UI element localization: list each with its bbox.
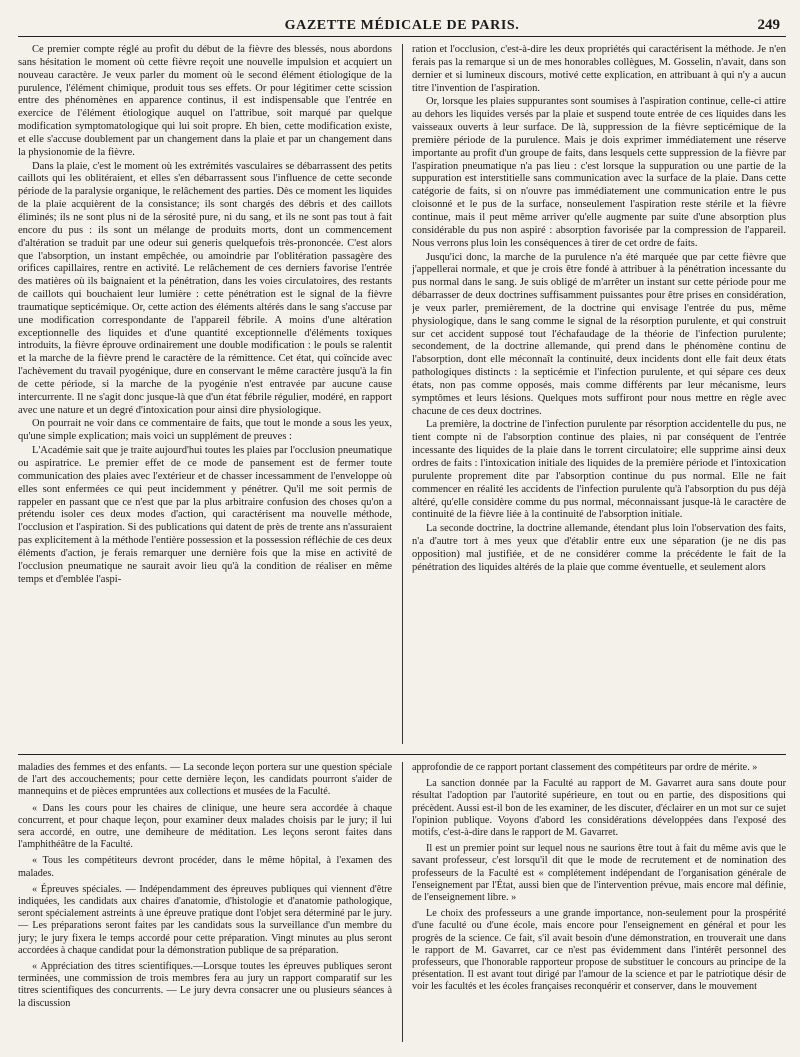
paragraph: Il est un premier point sur lequel nous ne saurions être tout à fait du même avis que le savant professeur, c'est lorsqu'il dit que le mode de recrutement et de nomination des professeurs de la Faculté est « complétement indépendant de l'organisation générale de l'enseignement par l'État, aussi bien que de l'intervention prévue, mais encore mal définie, de l'enseignement libre. » [412, 843, 786, 904]
paragraph: « Épreuves spéciales. — Indépendamment des épreuves publiques qui viennent d'être indiquées, les candidats aux chaires d'anatomie, d'histologie et d'anatomie pathologique, seront spécialement astreints à une épreuve pratique dont l'objet sera déterminé par le jury. — Les préparations seront faites par les candidats sous la surveillance d'un membre du jury; le jury fixera le temps accordé pour cette préparation. Vingt minutes au plus seront accordées à chaque candidat pour la démonstration publique de sa préparation. [18, 883, 392, 956]
paragraph: Jusqu'ici donc, la marche de la purulence n'a été marquée que par cette fièvre que j'appellerai normale, et que je crois être fondé à attribuer à la pénétration incessante du pus normal dans le sang. Je suis obligé de m'arrêter un instant sur cette période pour me débarrasser de deux doctrines suffisamment puissantes pour être prises en considération, je veux parler, premièrement, de la doctrine qui envisage l'entrée du pus, même physiologique, dans le sang comme le signal de la résorption purulente, et qui construit sur cet accident supposé tout l'échafaudage de la théorie de l'infection purulente; secondement, de la doctrine allemande, qui prend dans le phénomène continu de l'absorption, dont elle méconnaît la continuité, deux incidents dont elle fait deux états pathologiques distincts : la septicémie et l'infection purulente, et qui sépare ces deux états, non pas comme opposés, mais comme différents par leur mécanisme, leurs symptômes et leurs lésions. Quelques mots suffiront pour nous mettre en règle avec chacune de ces deux doctrines. [412, 251, 786, 417]
column-divider [402, 762, 403, 1042]
paragraph: La sanction donnée par la Faculté au rapport de M. Gavarret aura sans doute pour résultat l'adoption par l'autorité supérieure, en tout ou en partie, des dispositions qui précèdent. Aussi est-il bon de les examiner, de les discuter, d'éclairer en un mot sur ce sujet l'opinion publique. Voyons d'abord les considérations développées dans l'exposé des motifs, c'est-à-dire dans le rapport de M. Gavarret. [412, 778, 786, 839]
paragraph: « Tous les compétiteurs devront procéder, dans le même hôpital, à l'examen des malades. [18, 855, 392, 879]
paragraph: La première, la doctrine de l'infection purulente par résorption accidentelle du pus, ne tient compte ni de l'absorption continue des plaies, ni par conséquent de l'entrée incessante des liquides de la plaie dans le torrent circulatoire; elle supprime ainsi deux ordres de faits : l'intoxication initiale des liquides de la première période et l'intoxication purulente proprement dite par l'absorption continue du pus normal. Elle ne fait commencer en réalité les accidents de l'infection purulente qu'à l'absorption du pus déjà altéré, qu'elle considère comme du pus normal, méconnaissant jusque-là le caractère de continuité de la fièvre liée à la continuité de l'absorption initiale. [412, 419, 786, 521]
paragraph: Ce premier compte réglé au profit du début de la fièvre des blessés, nous abordons sans hésitation le moment où cette fièvre reçoit une nouvelle impulsion et acquiert un nouveau caractère. Je veux parler du moment où le second élément étiologique de la purulence, l'élément chimique, produit tous ses effets. Or pour légitimer cette scission entre des phénomènes en apparence continus, il est indispensable que l'entrée en exercice de l'élément étiologique auquel on l'attribue, soit marqué par quelque modification symptomatologique qui lui soit propre. Eh bien, cette modification existe, et elle s'accuse doublement par un changement dans la plaie et par un changement dans la physionomie de la fièvre. [18, 44, 392, 158]
paragraph: Or, lorsque les plaies suppurantes sont soumises à l'aspiration continue, celle-ci attire au dehors les liquides versés par la plaie et suspend toute entrée de ces liquides dans les vaisseaux ouverts à leur surface. De là, suppression de la fièvre septicémique de la première période de la purulence. Mais je dois exprimer immédiatement une réserve importante au profit d'un groupe de faits, dans lesquels cette suppression de la fièvre par l'aspiration pneumatique n'a pas lieu : c'est lorsque la suppuration ou une partie de la suppuration est interstitielle sans communication avec la surface de la plaie. Dans cette catégorie de faits, si on n'ouvre pas immédiatement une communication entre le pus cloisonné et le pus de la surface, nonseulement l'aspiration reste stérile et la fièvre continue, mais il peut même arriver qu'elle augmente par suite d'une absorption plus considérable du pus non aspiré : absorption favorisée par la compression de l'appareil. Nous verrons plus loin les conséquences à tirer de cet ordre de faits. [412, 96, 786, 249]
paragraph: « Appréciation des titres scientifiques.—Lorsque toutes les épreuves publiques seront terminées, une commission de trois membres fera au jury un rapport comparatif sur les titres scientifiques des concurrents. — Le jury devra consacrer une ou plusieurs séances à la discussion [18, 961, 392, 1009]
paragraph: maladies des femmes et des enfants. — La seconde leçon portera sur une question spéciale de l'art des accouchements; pour cette dernière leçon, les candidats pourront s'aider de mannequins et de pièces empruntées aux collections et musées de la Faculté. [18, 762, 392, 798]
column-divider [402, 44, 403, 744]
page-number: 249 [757, 17, 780, 33]
paragraph: La seconde doctrine, la doctrine allemande, étendant plus loin l'observation des faits, n'a d'autre tort à mes yeux que d'établir entre eux une séparation (je ne dis pas opposition) mal justifiée, et de ne considérer comme la précédente le fait de la pénétration des liquides altérés de la plaie que comme éventuelle, et seulement alors [412, 523, 786, 573]
paragraph: ration et l'occlusion, c'est-à-dire les deux propriétés qui caractérisent la méthode. Je n'en ferais pas la remarque si un de mes honorables collègues, M. Gosselin, n'avait, dans son dernier et si lumineux discours, motivé cette explication, en attribuant à qui n'y a aucun titre l'invention de l'aspiration. [412, 44, 786, 94]
section-divider [18, 754, 786, 755]
article-lower [18, 762, 786, 1042]
journal-title: GAZETTE MÉDICALE DE PARIS. [284, 18, 520, 33]
article-upper [18, 44, 786, 744]
paragraph: L'Académie sait que je traite aujourd'hui toutes les plaies par l'occlusion pneumatique ou aspiratrice. Le premier effet de ce mode de pansement est de fermer toute communication des plaies avec l'extérieur et de chasser incessamment de l'enveloppe où elles sont enfermées ce qui peut incidemment y pénétrer. Qu'il me soit permis de rappeler en passant que ce n'est que par la plus arbitraire confusion des choses qu'on a prétendu isoler ces deux modes d'action, qui caractérisent ma nouvelle méthode, l'occlusion et l'aspiration. Si des publications qui datent de près de trente ans n'assuraient pas explicitement à la méthode l'entière possession et la possession réfléchie de ces deux éléments d'action, je ferais remarquer une dernière fois que la mise en activité de l'occlusion pneumatique ne saurait avoir lieu qu'à la condition de réaliser en même temps et d'emblée l'aspi- [18, 445, 392, 585]
paragraph: « Dans les cours pour les chaires de clinique, une heure sera accordée à chaque concurrent, et pour chaque leçon, pour examiner deux malades choisis par le jury; il lui sera accordé, en outre, une demiheure de méditation. Les leçons seront faites dans l'amphithéâtre de la Faculté. [18, 802, 392, 851]
paragraph: Dans la plaie, c'est le moment où les extrémités vasculaires se débarrassent des petits caillots qui les oblitéraient, et elles s'en débarrassent sous l'influence de cette seconde période de la paralysie organique, le relâchement des parties. Dès ce moment les liquides de la plaie acquièrent de la consistance; ils sont chargés des débris et des caillots éliminés; ils ne sont plus ni de la sérosité pure, ni du sang, et ils ne sont pas tout à fait encore du pus : ils sont un mélange de produits morts, dont un commencement d'altération se traduit par une odeur sui generis quelquefois très-prononcée. C'est alors que l'absorption, un instant empêchée, ou amoindrie par l'oblitération passagère des orifices capillaires, rentre en activité. Le relâchement de ces derniers favorise l'entrée des matières où ils baignaient et la pénétration, dans les voies circulatoires, des restants de caillots qui bouchaient leur lumière : cette pénétration est le signal de la fièvre traumatique septicémique. Or, cette action des éléments altérés dans le sang s'accuse par une modification correspondante de l'appareil fébrile. A moins d'une altération exceptionnelle des liquides et d'une quantité exceptionnelle d'éléments toxiques introduits, la fièvre éprouve ordinairement une double modification : le pouls se ralentit et la marche de la fièvre prend le caractère de la rémittence. Cet état, qui coïncide avec l'achèvement du travail pyogénique, dure en conservant le même caractère jusqu'à la fin de cette période, si la marche de la pyogénie n'est entravée par aucune cause intercurrente. Il ne s'agit donc jusque-là que d'un état fébrile régulier, modéré, en rapport avec une nature et un degré d'intoxication pour ainsi dire physiologique. [18, 160, 392, 416]
page-header [18, 10, 786, 37]
paragraph: On pourrait ne voir dans ce commentaire de faits, que tout le monde a sous les yeux, qu'une simple explication; mais voici un supplément de preuves : [18, 418, 392, 443]
paragraph: approfondie de ce rapport portant classement des compétiteurs par ordre de mérite. » [412, 762, 758, 773]
paragraph: Le choix des professeurs a une grande importance, non-seulement pour la prospérité d'une faculté ou d'une école, mais encore pour l'enseignement en général et pour les progrès de la science. Ce fait, s'il avait besoin d'une démonstration, en trouverait une dans le rapport de M. Gavarret, car ce n'est pas évidemment dans l'intérêt personnel des professeurs, que l'honorable rapporteur propose de substituer le concours au principe de la présentation. Il est avant tout dirigé par l'amour de la science et par le patriotique désir de voir les facultés et les écoles françaises reconquérir et conserver, dans le mouvement [412, 908, 786, 993]
lower-right-column [412, 762, 786, 1042]
upper-right-column [412, 44, 786, 744]
journal-page [18, 10, 786, 1050]
upper-left-column [18, 44, 392, 744]
lower-left-column [18, 762, 392, 1042]
